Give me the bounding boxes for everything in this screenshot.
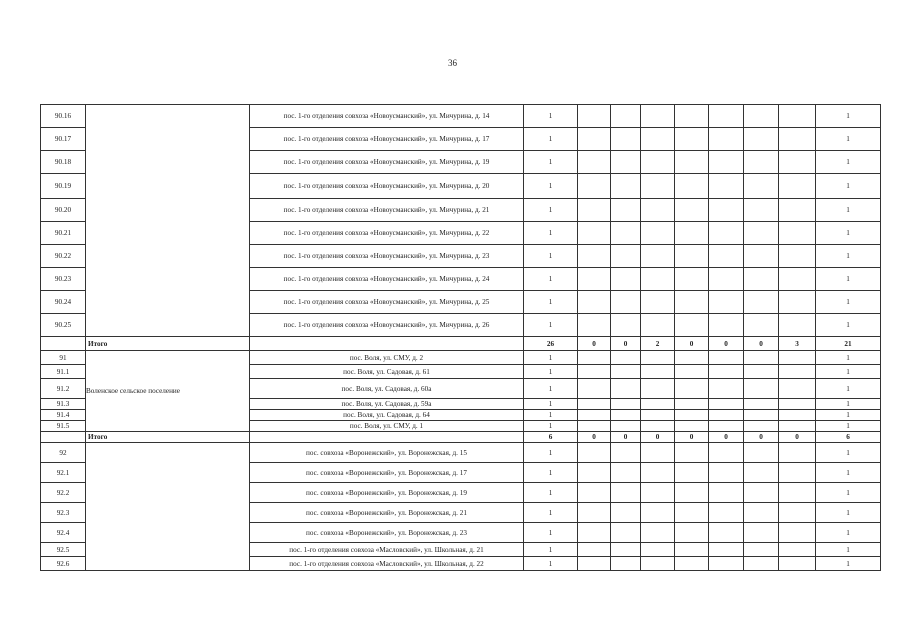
value-cell [779, 105, 816, 128]
address-cell: пос. совхоза «Воронежский», ул. Воронежская, д. 15 [250, 443, 524, 463]
total-value-cell: 21 [816, 337, 881, 351]
value-cell [744, 543, 779, 557]
value-cell [578, 174, 611, 199]
value-cell [744, 421, 779, 432]
value-cell: 1 [524, 379, 578, 399]
housing-register-table [40, 104, 881, 571]
value-cell [641, 199, 675, 222]
value-cell [779, 463, 816, 483]
value-cell: 1 [524, 351, 578, 365]
value-cell [779, 399, 816, 410]
value-cell [641, 174, 675, 199]
address-cell: пос. совхоза «Воронежский», ул. Воронежская, д. 21 [250, 503, 524, 523]
value-cell [744, 351, 779, 365]
value-cell [744, 151, 779, 174]
value-cell [641, 222, 675, 245]
row-number-cell: 91 [41, 351, 86, 365]
total-value-cell: 0 [779, 432, 816, 443]
value-cell [611, 379, 641, 399]
value-cell [641, 463, 675, 483]
value-cell: 1 [816, 314, 881, 337]
value-cell [641, 314, 675, 337]
value-cell [779, 174, 816, 199]
value-cell [744, 523, 779, 543]
value-cell [744, 483, 779, 503]
total-label: Итого [86, 432, 250, 443]
row-number-cell: 91.2 [41, 379, 86, 399]
value-cell [709, 245, 744, 268]
value-cell [675, 399, 709, 410]
table-row [41, 443, 881, 463]
value-cell [675, 443, 709, 463]
value-cell [779, 410, 816, 421]
value-cell: 1 [816, 105, 881, 128]
value-cell [578, 351, 611, 365]
value-cell [641, 379, 675, 399]
row-number-cell: 91.4 [41, 410, 86, 421]
value-cell [744, 128, 779, 151]
address-cell: пос. Воля, ул. Садовая, д. 59а [250, 399, 524, 410]
value-cell [578, 503, 611, 523]
value-cell: 1 [524, 268, 578, 291]
value-cell [641, 421, 675, 432]
address-cell: пос. 1-го отделения совхоза «Новоусманский», ул. Мичурина, д. 26 [250, 314, 524, 337]
value-cell: 1 [524, 174, 578, 199]
value-cell [744, 245, 779, 268]
value-cell [779, 543, 816, 557]
value-cell [675, 291, 709, 314]
value-cell [744, 268, 779, 291]
value-cell [578, 314, 611, 337]
value-cell: 1 [524, 443, 578, 463]
address-cell: пос. совхоза «Воронежский», ул. Воронежская, д. 19 [250, 483, 524, 503]
address-cell: пос. 1-го отделения совхоза «Новоусманский», ул. Мичурина, д. 23 [250, 245, 524, 268]
value-cell [641, 523, 675, 543]
value-cell [709, 379, 744, 399]
value-cell [744, 399, 779, 410]
value-cell [578, 199, 611, 222]
total-value-cell: 6 [816, 432, 881, 443]
value-cell: 1 [816, 128, 881, 151]
address-cell: пос. 1-го отделения совхоза «Новоусманский», ул. Мичурина, д. 25 [250, 291, 524, 314]
total-value-cell: 26 [524, 337, 578, 351]
value-cell: 1 [816, 365, 881, 379]
address-cell: пос. 1-го отделения совхоза «Новоусманский», ул. Мичурина, д. 24 [250, 268, 524, 291]
row-number-cell: 92.2 [41, 483, 86, 503]
value-cell [675, 523, 709, 543]
value-cell [641, 503, 675, 523]
value-cell [744, 379, 779, 399]
value-cell [641, 443, 675, 463]
value-cell [611, 174, 641, 199]
total-value-cell: 0 [709, 432, 744, 443]
total-value-cell: 0 [744, 337, 779, 351]
value-cell [675, 151, 709, 174]
value-cell [611, 410, 641, 421]
value-cell [611, 543, 641, 557]
row-number-cell: 90.24 [41, 291, 86, 314]
register-body [41, 105, 881, 571]
value-cell [709, 351, 744, 365]
address-cell: пос. 1-го отделения совхоза «Новоусманский», ул. Мичурина, д. 14 [250, 105, 524, 128]
value-cell [578, 443, 611, 463]
address-cell: пос. совхоза «Воронежский», ул. Воронежская, д. 17 [250, 463, 524, 483]
value-cell [709, 543, 744, 557]
address-cell: пос. 1-го отделения совхоза «Новоусманский», ул. Мичурина, д. 17 [250, 128, 524, 151]
value-cell [709, 174, 744, 199]
value-cell [675, 557, 709, 571]
value-cell: 1 [816, 421, 881, 432]
value-cell: 1 [524, 105, 578, 128]
value-cell: 1 [816, 483, 881, 503]
value-cell: 1 [816, 443, 881, 463]
row-number-cell: 90.23 [41, 268, 86, 291]
value-cell [578, 128, 611, 151]
total-value-cell: 0 [611, 432, 641, 443]
value-cell [744, 557, 779, 571]
total-number-cell [41, 337, 86, 351]
value-cell [578, 543, 611, 557]
value-cell: 1 [816, 222, 881, 245]
value-cell [611, 557, 641, 571]
value-cell [611, 443, 641, 463]
value-cell [641, 410, 675, 421]
total-value-cell: 3 [779, 337, 816, 351]
row-number-cell: 91.5 [41, 421, 86, 432]
value-cell [779, 523, 816, 543]
settlement-cell [86, 443, 250, 571]
value-cell [709, 268, 744, 291]
value-cell [578, 291, 611, 314]
value-cell [675, 543, 709, 557]
value-cell [744, 291, 779, 314]
value-cell [709, 314, 744, 337]
value-cell: 1 [524, 199, 578, 222]
value-cell [611, 463, 641, 483]
address-cell: пос. Воля, ул. СМУ, д. 2 [250, 351, 524, 365]
value-cell [779, 128, 816, 151]
value-cell [641, 268, 675, 291]
value-cell [641, 399, 675, 410]
value-cell [641, 105, 675, 128]
total-value-cell: 0 [641, 432, 675, 443]
value-cell [675, 245, 709, 268]
value-cell [779, 351, 816, 365]
total-row [41, 432, 881, 443]
row-number-cell: 92.6 [41, 557, 86, 571]
value-cell [578, 483, 611, 503]
value-cell [611, 128, 641, 151]
value-cell [675, 128, 709, 151]
row-number-cell: 90.21 [41, 222, 86, 245]
value-cell [779, 503, 816, 523]
value-cell [779, 199, 816, 222]
row-number-cell: 90.16 [41, 105, 86, 128]
total-label: Итого [86, 337, 250, 351]
address-cell: пос. 1-го отделения совхоза «Масловский», ул. Школьная, д. 22 [250, 557, 524, 571]
row-number-cell: 90.19 [41, 174, 86, 199]
value-cell [675, 463, 709, 483]
value-cell [779, 291, 816, 314]
total-value-cell: 0 [578, 432, 611, 443]
value-cell: 1 [524, 410, 578, 421]
value-cell [744, 503, 779, 523]
value-cell [578, 245, 611, 268]
value-cell: 1 [524, 365, 578, 379]
value-cell [611, 268, 641, 291]
value-cell [611, 365, 641, 379]
row-number-cell: 90.17 [41, 128, 86, 151]
total-value-cell: 0 [675, 432, 709, 443]
value-cell [709, 365, 744, 379]
value-cell [675, 379, 709, 399]
value-cell [675, 483, 709, 503]
table-row [41, 351, 881, 365]
value-cell [744, 443, 779, 463]
value-cell [611, 314, 641, 337]
value-cell [675, 503, 709, 523]
value-cell [611, 222, 641, 245]
value-cell [641, 128, 675, 151]
value-cell [744, 314, 779, 337]
value-cell: 1 [816, 557, 881, 571]
value-cell [709, 557, 744, 571]
value-cell [779, 421, 816, 432]
value-cell [744, 222, 779, 245]
value-cell: 1 [816, 199, 881, 222]
row-number-cell: 90.22 [41, 245, 86, 268]
value-cell [709, 105, 744, 128]
value-cell [709, 523, 744, 543]
address-cell: пос. Воля, ул. Садовая, д. 61 [250, 365, 524, 379]
value-cell [709, 443, 744, 463]
value-cell [709, 291, 744, 314]
value-cell [641, 291, 675, 314]
address-cell: пос. совхоза «Воронежский», ул. Воронежская, д. 23 [250, 523, 524, 543]
row-number-cell: 90.18 [41, 151, 86, 174]
value-cell: 1 [816, 151, 881, 174]
total-value-cell: 2 [641, 337, 675, 351]
value-cell [641, 365, 675, 379]
value-cell [675, 351, 709, 365]
total-value-cell: 0 [611, 337, 641, 351]
value-cell [709, 410, 744, 421]
value-cell [611, 199, 641, 222]
value-cell [611, 105, 641, 128]
total-value-cell: 0 [578, 337, 611, 351]
total-value-cell: 0 [709, 337, 744, 351]
value-cell [641, 543, 675, 557]
value-cell [744, 365, 779, 379]
value-cell [709, 421, 744, 432]
value-cell [779, 245, 816, 268]
value-cell: 1 [816, 399, 881, 410]
value-cell: 1 [524, 291, 578, 314]
value-cell: 1 [816, 543, 881, 557]
address-cell: пос. 1-го отделения совхоза «Новоусманский», ул. Мичурина, д. 19 [250, 151, 524, 174]
value-cell: 1 [524, 222, 578, 245]
value-cell: 1 [524, 483, 578, 503]
value-cell [578, 151, 611, 174]
total-number-cell [41, 432, 86, 443]
value-cell [611, 523, 641, 543]
row-number-cell: 92.4 [41, 523, 86, 543]
value-cell: 1 [816, 410, 881, 421]
table-row [41, 105, 881, 128]
value-cell [779, 483, 816, 503]
value-cell [675, 174, 709, 199]
value-cell: 1 [524, 523, 578, 543]
value-cell [675, 314, 709, 337]
value-cell: 1 [816, 351, 881, 365]
value-cell [611, 399, 641, 410]
value-cell [709, 503, 744, 523]
value-cell: 1 [524, 557, 578, 571]
value-cell [779, 314, 816, 337]
value-cell: 1 [524, 314, 578, 337]
value-cell [744, 174, 779, 199]
value-cell [779, 268, 816, 291]
value-cell [675, 199, 709, 222]
settlement-cell [86, 105, 250, 337]
value-cell [578, 379, 611, 399]
value-cell [709, 463, 744, 483]
value-cell [779, 151, 816, 174]
value-cell [611, 503, 641, 523]
row-number-cell: 91.3 [41, 399, 86, 410]
value-cell [611, 421, 641, 432]
value-cell: 1 [524, 245, 578, 268]
value-cell [779, 557, 816, 571]
value-cell: 1 [524, 421, 578, 432]
value-cell: 1 [816, 268, 881, 291]
row-number-cell: 92 [41, 443, 86, 463]
row-number-cell: 92.5 [41, 543, 86, 557]
address-cell: пос. 1-го отделения совхоза «Новоусманский», ул. Мичурина, д. 21 [250, 199, 524, 222]
value-cell [641, 245, 675, 268]
value-cell [641, 351, 675, 365]
value-cell [578, 523, 611, 543]
address-cell: пос. Воля, ул. Садовая, д. 64 [250, 410, 524, 421]
value-cell [611, 351, 641, 365]
total-value-cell: 6 [524, 432, 578, 443]
value-cell [709, 128, 744, 151]
total-address-cell [250, 337, 524, 351]
address-cell: пос. Воля, ул. Садовая, д. 60а [250, 379, 524, 399]
value-cell [578, 557, 611, 571]
total-value-cell: 0 [744, 432, 779, 443]
value-cell [578, 463, 611, 483]
value-cell [611, 151, 641, 174]
value-cell [641, 151, 675, 174]
value-cell [578, 222, 611, 245]
value-cell [779, 443, 816, 463]
value-cell [744, 463, 779, 483]
value-cell [641, 557, 675, 571]
value-cell [744, 410, 779, 421]
address-cell: пос. 1-го отделения совхоза «Новоусманский», ул. Мичурина, д. 22 [250, 222, 524, 245]
value-cell: 1 [524, 128, 578, 151]
value-cell [709, 483, 744, 503]
value-cell: 1 [524, 543, 578, 557]
value-cell: 1 [524, 503, 578, 523]
value-cell: 1 [524, 399, 578, 410]
value-cell: 1 [816, 503, 881, 523]
value-cell [675, 365, 709, 379]
value-cell [611, 245, 641, 268]
value-cell [709, 222, 744, 245]
page-number: 36 [448, 58, 457, 68]
value-cell [675, 421, 709, 432]
value-cell [578, 410, 611, 421]
value-cell [709, 399, 744, 410]
row-number-cell: 90.20 [41, 199, 86, 222]
value-cell [641, 483, 675, 503]
value-cell [578, 105, 611, 128]
total-address-cell [250, 432, 524, 443]
value-cell: 1 [816, 463, 881, 483]
address-cell: пос. 1-го отделения совхоза «Новоусманский», ул. Мичурина, д. 20 [250, 174, 524, 199]
value-cell [578, 268, 611, 291]
value-cell [709, 199, 744, 222]
address-cell: пос. Воля, ул. СМУ, д. 1 [250, 421, 524, 432]
settlement-cell: Воленское сельское поселение [86, 351, 250, 432]
value-cell [611, 483, 641, 503]
row-number-cell: 92.3 [41, 503, 86, 523]
value-cell [779, 379, 816, 399]
value-cell [779, 365, 816, 379]
value-cell [578, 399, 611, 410]
value-cell: 1 [524, 463, 578, 483]
value-cell [675, 105, 709, 128]
value-cell: 1 [816, 174, 881, 199]
total-row [41, 337, 881, 351]
value-cell [578, 365, 611, 379]
row-number-cell: 90.25 [41, 314, 86, 337]
value-cell: 1 [524, 151, 578, 174]
row-number-cell: 92.1 [41, 463, 86, 483]
total-value-cell: 0 [675, 337, 709, 351]
value-cell [779, 222, 816, 245]
value-cell [744, 105, 779, 128]
value-cell [675, 268, 709, 291]
address-cell: пос. 1-го отделения совхоза «Масловский», ул. Школьная, д. 21 [250, 543, 524, 557]
value-cell: 1 [816, 245, 881, 268]
value-cell: 1 [816, 523, 881, 543]
value-cell [611, 291, 641, 314]
value-cell: 1 [816, 379, 881, 399]
value-cell: 1 [816, 291, 881, 314]
value-cell [709, 151, 744, 174]
value-cell [744, 199, 779, 222]
value-cell [675, 410, 709, 421]
value-cell [578, 421, 611, 432]
value-cell [675, 222, 709, 245]
row-number-cell: 91.1 [41, 365, 86, 379]
